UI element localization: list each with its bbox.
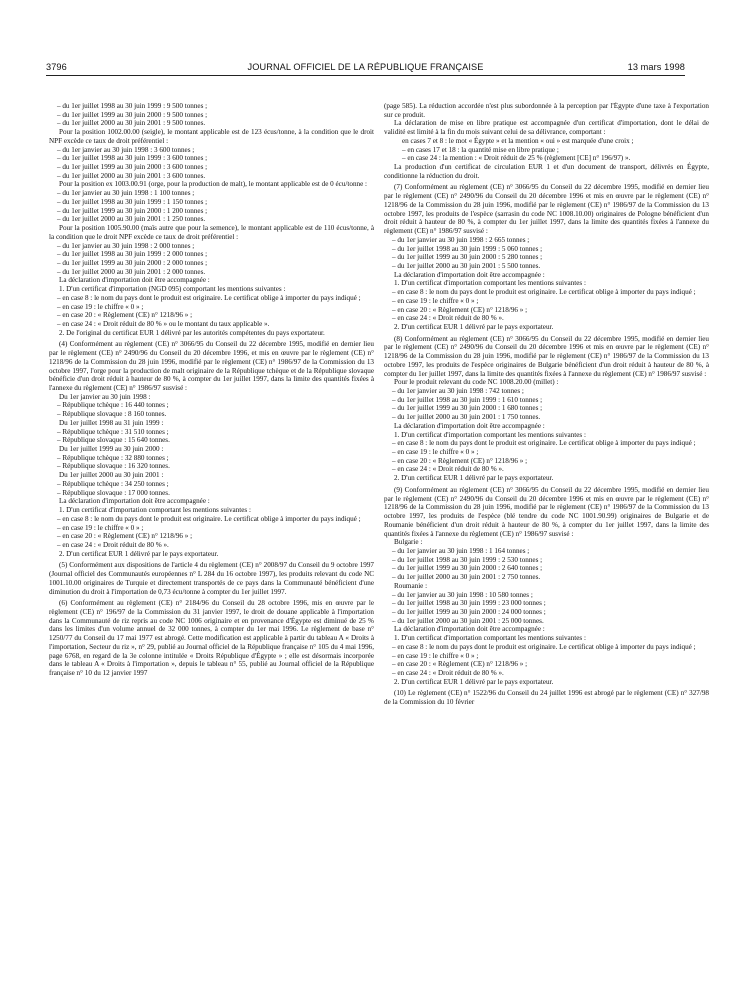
paragraph: – en case 19 : le chiffre « 0 » ; [392, 448, 479, 457]
paragraph: 1. D'un certificat d'importation comportant les mentions suivantes : [394, 634, 586, 643]
paragraph: – en case 8 : le nom du pays dont le produit est originaire. Le certificat oblige à importer du pays indiqué ; [392, 288, 696, 297]
paragraph: – du 1er juillet 1998 au 30 juin 1999 : 9 500 tonnes ; [57, 102, 208, 110]
paragraph: – du 1er juillet 2000 au 30 juin 2001 : 9 500 tonnes. [57, 119, 206, 128]
paragraph: – du 1er juillet 1999 au 30 juin 2000 : 9 500 tonnes ; [57, 110, 208, 119]
paragraph: – République tchèque : 34 250 tonnes ; [57, 479, 169, 488]
paragraph: 1. D'un certificat d'importation comportant les mentions suivantes : [394, 430, 586, 439]
paragraph: – en case 8 : le nom du pays dont le produit est originaire. Le certificat oblige à importer du pays indiqué ; [392, 642, 696, 651]
paragraph: – du 1er juillet 1998 au 30 juin 1999 : 5 060 tonnes ; [392, 244, 543, 253]
right-column [384, 102, 709, 982]
paragraph: – en case 8 : le nom du pays dont le produit est originaire. Le certificat oblige à importer du pays indiqué ; [57, 514, 361, 523]
paragraph: La déclaration de mise en libre pratique est accompagnée d'un certificat d'importation, dont le délai de validité est limité à la fin du mois suivant celui de sa délivrance, comportant : [384, 119, 709, 137]
paragraph: (8) Conformément au règlement (CE) n° 3066/95 du Conseil du 22 décembre 1995, modifié en dernier lieu par le règlement (CE) n° 2490/96 du Conseil du 20 décembre 1996 et mis en œuvre par le règlement (CE) n° 1218/96 de la Commission du 28 juin 1996, modifié par le règlement (CE) n° 1986/97 de la Commission du 13 octobre 1997, les produits de l'espèce originaires de Bulgarie bénéficient d'un droit réduit à hauteur de 80 %, à compter du 1er juillet 1997, dans la limite des quantités fixées à l'annexe du règlement (CE) n° 1986/97 susvisé : [384, 334, 709, 378]
paragraph: La déclaration d'importation doit être accompagnée : [394, 625, 545, 634]
paragraph: – en case 8 : le nom du pays dont le produit est originaire. Le certificat oblige à importer du pays indiqué ; [57, 293, 361, 302]
paragraph: – en case 20 : « Règlement (CE) n° 1218/96 » ; [392, 660, 528, 669]
paragraph: – en case 24 : « Droit réduit de 80 % ». [392, 669, 504, 677]
paragraph: – en case 24 : « Droit réduit de 80 % ». [392, 314, 504, 323]
paragraph: – du 1er juillet 1999 au 30 juin 2000 : 3 600 tonnes ; [57, 163, 208, 172]
paragraph: – République slovaque : 16 320 tonnes. [57, 462, 170, 471]
paragraph: (page 585). La réduction accordée n'est plus subordonnée à la perception par l'Égypte d'une taxe à l'exportation sur ce produit. [384, 102, 709, 119]
paragraph: – en case 20 : « Règlement (CE) n° 1218/96 » ; [57, 311, 193, 320]
paragraph: Du 1er janvier au 30 juin 1998 : [59, 392, 151, 401]
journal-title: JOURNAL OFFICIEL DE LA RÉPUBLIQUE FRANÇAISE [247, 62, 484, 72]
paragraph: – du 1er janvier au 30 juin 1998 : 1 164 tonnes ; [392, 546, 530, 555]
header-rule [46, 75, 685, 76]
paragraph: Pour la position 1002.00.00 (seigle), le montant applicable est de 123 écus/tonne, à la condition que le droit NPF excède ce taux de droit préférentiel : [49, 128, 374, 145]
paragraph: – République slovaque : 17 000 tonnes. [57, 488, 170, 497]
paragraph: 2. D'un certificat EUR 1 délivré par le pays exportateur. [394, 677, 554, 686]
paragraph: – en case 19 : le chiffre « 0 » ; [57, 302, 144, 311]
paragraph: – du 1er juillet 2000 au 30 juin 2001 : 5 500 tonnes. [392, 261, 541, 270]
paragraph: Pour le produit relevant du code NC 1008.20.00 (millet) : [394, 378, 559, 387]
paragraph: – du 1er janvier au 30 juin 1998 : 742 tonnes ; [392, 387, 524, 395]
paragraph: 2. D'un certificat EUR 1 délivré par le pays exportateur. [394, 474, 554, 483]
paragraph: – du 1er juillet 1999 au 30 juin 2000 : 24 000 tonnes ; [392, 607, 546, 616]
left-column [49, 102, 374, 982]
paragraph: (7) Conformément au règlement (CE) n° 3066/95 du Conseil du 22 décembre 1995, modifié en dernier lieu par le règlement (CE) n° 2490/96 du Conseil du 20 décembre 1996 et mis en œuvre par le règlement (CE) n° 1218/96 de la Commission du 28 juin 1996, modifié par le règlement (CE) n° 1986/97 de la Commission du 13 octobre 1997, les produits de l'espèce (sarrasin du code NC 1008.10.00) originaires de Pologne bénéficient d'un droit réduit à hauteur de 80 %, à compter du 1er juillet 1997, dans la limite des quantités fixées à l'annexe du règlement (CE) n° 1986/97 susvisé : [384, 183, 709, 236]
paragraph: La déclaration d'importation doit être accompagnée : [59, 276, 210, 285]
paragraph: – République slovaque : 15 640 tonnes. [57, 436, 170, 445]
paragraph: – en case 19 : le chiffre « 0 » ; [392, 651, 479, 660]
paragraph: Du 1er juillet 2000 au 30 juin 2001 : [59, 471, 164, 480]
paragraph: Bulgarie : [394, 538, 423, 547]
paragraph: – du 1er janvier au 30 juin 1998 : 2 665 tonnes ; [392, 235, 530, 244]
paragraph: 1. D'un certificat d'importation (NGD 095) comportant les mentions suivantes : [59, 285, 286, 294]
paragraph: – du 1er juillet 1999 au 30 juin 2000 : 2 640 tonnes ; [392, 564, 543, 573]
paragraph: La déclaration d'importation doit être accompagnée : [394, 270, 545, 279]
paragraph: en cases 7 et 8 : le mot « Égypte » et la mention « oui » est marquée d'une croix ; [402, 136, 634, 145]
paragraph: – du 1er juillet 2000 au 30 juin 2001 : 1 750 tonnes. [392, 413, 541, 422]
paragraph: – en case 20 : « Règlement (CE) n° 1218/96 » ; [392, 456, 528, 465]
paragraph: (5) Conformément aux dispositions de l'article 4 du règlement (CE) n° 2008/97 du Conseil du 9 octobre 1997 (Journal officiel des Communautés européennes n° L 284 du 16 octobre 1997), les produits relevant du code NC 1001.10.00 originaires de Turquie et directement transportés de ce pays dans la Communauté bénéficient d'une diminution du droit à l'importation de 0,73 écu/tonne à compter du 1er juillet 1997. [49, 561, 374, 596]
paragraph: – République tchèque : 31 510 tonnes ; [57, 427, 169, 436]
paragraph: – du 1er juillet 1999 au 30 juin 2000 : 2 000 tonnes ; [57, 258, 208, 267]
paragraph: La déclaration d'importation doit être accompagnée : [394, 421, 545, 430]
paragraph: (6) Conformément au règlement (CE) n° 2184/96 du Conseil du 28 octobre 1996, mis en œuvre par le règlement (CE) n° 196/97 de la Commission du 31 janvier 1997, le droit de douane applicable à l'importation dans la Communauté de riz repris au code NC 1006 originaire et en provenance d'Égypte est diminué de 25 % dans les limites d'un volume annuel de 32 000 tonnes, à compter du 1er mai 1996. Le règlement de base n° 1250/77 du Conseil du 17 mai 1977 est abrogé. Cette modification est applicable à partir du tableau A « Droits à l'importation, Secteur du riz », n° 29, publié au Journal officiel de la République française n° 105 du 4 mai 1996, page 6768, en regard de la 3e colonne intitulée « Droits République d'Égypte » ; elle est désormais incorporée dans le tableau A « Droits à l'importation », depuis le tableau n° 55, publié au Journal officiel de la République française n° 10 du 12 janvier 1997 [49, 599, 374, 677]
paragraph: 2. D'un certificat EUR 1 délivré par le pays exportateur. [59, 549, 219, 558]
paragraph: – en case 20 : « Règlement (CE) n° 1218/96 » ; [57, 532, 193, 541]
paragraph: Du 1er juillet 1999 au 30 juin 2000 : [59, 445, 164, 454]
paragraph: Roumanie : [394, 581, 428, 590]
issue-date: 13 mars 1998 [627, 62, 685, 72]
paragraph: – en cases 17 et 18 : la quantité mise en libre pratique ; [402, 145, 559, 154]
paragraph: – du 1er juillet 2000 au 30 juin 2001 : 2 750 tonnes. [392, 573, 541, 582]
page-header [0, 0, 731, 96]
paragraph: – du 1er janvier au 30 juin 1998 : 3 600 tonnes ; [57, 145, 195, 154]
paragraph: – du 1er juillet 1998 au 30 juin 1999 : 23 000 tonnes ; [392, 599, 546, 608]
paragraph: – du 1er juillet 1999 au 30 juin 2000 : 1 200 tonnes ; [57, 206, 208, 215]
paragraph: – du 1er juillet 2000 au 30 juin 2001 : 25 000 tonnes. [392, 616, 544, 625]
paragraph: – en case 24 : « Droit réduit de 80 % ». [392, 465, 504, 474]
paragraph: 2. D'un certificat EUR 1 délivré par le pays exportateur. [394, 322, 554, 331]
paragraph: (9) Conformément au règlement (CE) n° 3066/95 du Conseil du 22 décembre 1995, modifié en dernier lieu par le règlement (CE) n° 2490/96 du Conseil du 20 décembre 1996 et mis en œuvre par le règlement (CE) n° 1218/96 de la Commission du 28 juin 1996, modifié par le règlement (CE) n° 1986/97 de la Commission du 13 octobre 1997, les produits de l'espèce (blé tendre du code NC 1001.90.99) originaires de Bulgarie et de Roumanie bénéficient d'un droit réduit à hauteur de 80 %, à compter du 1er juillet 1997, dans la limite des quantités fixées à l'annexe du règlement (CE) n° 1986/97 susvisé : [384, 485, 709, 538]
paragraph: Pour la position 1005.90.00 (maïs autre que pour la semence), le montant applicable est de 110 écus/tonne, à la condition que le droit NPF excède ce taux de droit préférentiel : [49, 224, 374, 241]
paragraph: 1. D'un certificat d'importation comportant les mentions suivantes : [59, 506, 251, 515]
paragraph: (4) Conformément au règlement (CE) n° 3066/95 du Conseil du 22 décembre 1995, modifié en dernier lieu par le règlement (CE) n° 2490/96 du Conseil du 20 décembre 1996, et mis en œuvre par le règlement (CE) n° 1218/96 de la Commission du 28 juin 1996, modifié par le règlement (CE) n° 1986/97 de la Commission du 13 octobre 1997, l'orge pour la production de malt originaire de la République tchèque et de la République slovaque bénéficie d'un droit réduit à hauteur de 80 %, à compter du 1er juillet 1997, dans la limite des quantités fixées à l'annexe du règlement (CE) n° 1986/97 susvisé : [49, 340, 374, 392]
paragraph: – du 1er juillet 1998 au 30 juin 1999 : 1 150 tonnes ; [57, 197, 208, 206]
paragraph: – République slovaque : 8 160 tonnes. [57, 410, 167, 419]
paragraph: La production d'un certificat de circulation EUR 1 et d'un document de transport, délivrés en Égypte, conditionne la réduction du droit. [384, 163, 709, 180]
paragraph: – en case 24 : « Droit réduit de 80 % » ou le montant du taux applicable ». [57, 319, 270, 328]
paragraph: – du 1er janvier au 30 juin 1998 : 1 100 tonnes ; [57, 189, 195, 198]
paragraph: – en case 19 : le chiffre « 0 » ; [57, 523, 144, 532]
paragraph: – en case 20 : « Règlement (CE) n° 1218/96 » ; [392, 305, 528, 314]
paragraph: – du 1er juillet 2000 au 30 juin 2001 : 3 600 tonnes. [57, 171, 206, 180]
paragraph: – en case 8 : le nom du pays dont le produit est originaire. Le certificat oblige à importer du pays indiqué ; [392, 439, 696, 448]
paragraph: – en case 24 : la mention : « Droit réduit de 25 % (règlement [CE] n° 196/97) ». [402, 154, 631, 163]
paragraph: – du 1er juillet 1999 au 30 juin 2000 : 1 680 tonnes ; [392, 404, 543, 413]
paragraph: – du 1er juillet 2000 au 30 juin 2001 : 1 250 tonnes. [57, 215, 206, 224]
page-number: 3796 [46, 62, 67, 72]
paragraph: – du 1er juillet 1998 au 30 juin 1999 : 2 000 tonnes ; [57, 250, 208, 259]
paragraph: – du 1er juillet 1998 au 30 juin 1999 : 3 600 tonnes ; [57, 154, 208, 163]
paragraph: – du 1er juillet 1998 au 30 juin 1999 : 2 530 tonnes ; [392, 555, 543, 564]
paragraph: – République tchèque : 32 880 tonnes ; [57, 453, 169, 462]
paragraph: – en case 19 : le chiffre « 0 » ; [392, 296, 479, 305]
paragraph: Pour la position ex 1003.00.91 (orge, pour la production de malt), le montant applicable est de 0 écu/tonne : [59, 180, 368, 189]
paragraph: – du 1er juillet 1999 au 30 juin 2000 : 5 280 tonnes ; [392, 253, 543, 262]
paragraph: – du 1er janvier au 30 juin 1998 : 2 000 tonnes ; [57, 241, 195, 250]
paragraph: – du 1er janvier au 30 juin 1998 : 10 580 tonnes ; [392, 590, 533, 599]
paragraph: – République tchèque : 16 440 tonnes ; [57, 401, 169, 410]
paragraph: – du 1er juillet 2000 au 30 juin 2001 : 2 000 tonnes. [57, 267, 206, 276]
paragraph: La déclaration d'importation doit être accompagnée : [59, 497, 210, 506]
paragraph: (10) Le règlement (CE) n° 1522/96 du Conseil du 24 juillet 1996 est abrogé par le règlement (CE) n° 327/98 de la Commission du 10 février [384, 689, 709, 707]
paragraph: – en case 24 : « Droit réduit de 80 % ». [57, 540, 169, 549]
paragraph: 2. De l'original du certificat EUR 1 délivré par les autorités compétentes du pays exportateur. [59, 328, 325, 337]
paragraph: – du 1er juillet 1998 au 30 juin 1999 : 1 610 tonnes ; [392, 395, 543, 404]
paragraph: 1. D'un certificat d'importation comportant les mentions suivantes : [394, 279, 586, 288]
paragraph: Du 1er juillet 1998 au 31 juin 1999 : [59, 418, 164, 427]
